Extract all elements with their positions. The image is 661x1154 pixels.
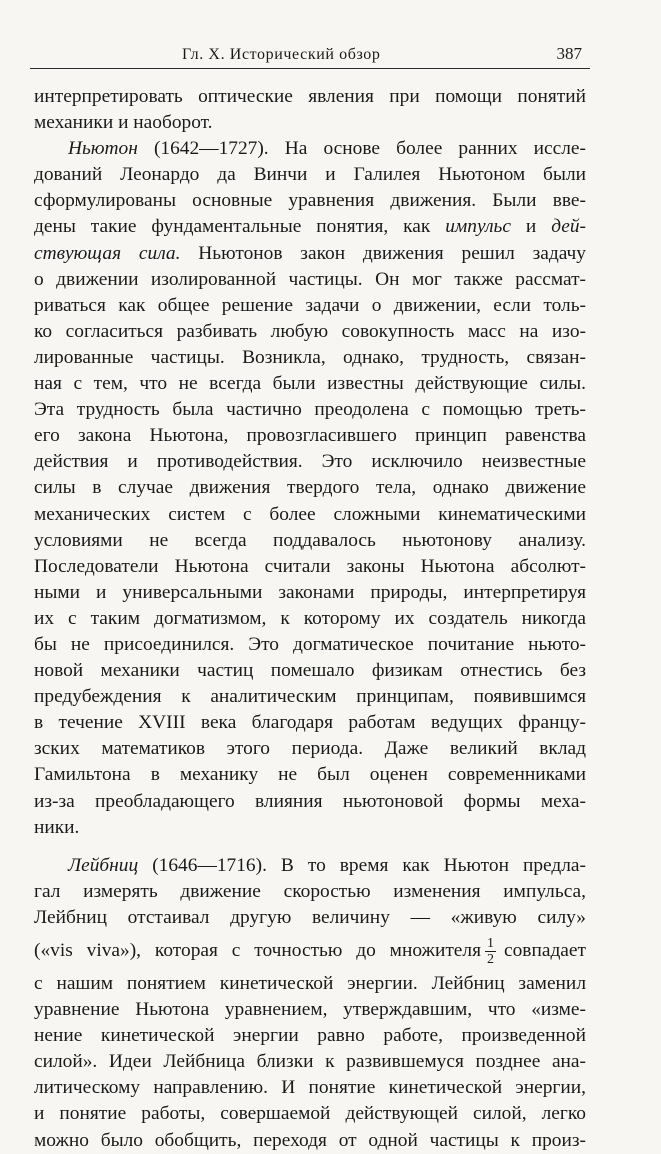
running-title: Гл. X. Исторический обзор — [182, 46, 381, 63]
text-line: Лейбниц (1646—1716). В то время как Ньютон предла- — [68, 854, 586, 876]
text-line: гал измерять движение скоростью изменения импульса, — [34, 880, 586, 902]
text-line: ная с тем, что не всегда были известны действующие силы. — [34, 373, 586, 395]
text-line: Гамильтона в механику не был оценен современниками — [34, 764, 586, 786]
text-line: из-за преобладающего влияния ньютоновой формы меха- — [34, 790, 586, 812]
text-line: предубеждения к аналитическим принципам, появившимся — [34, 686, 586, 708]
text-line: новой механики частиц помешало физикам отнестись без — [34, 660, 586, 682]
text-line: Лейбниц отстаивал другую величину — «живую силу» — [34, 906, 586, 928]
text-line: Последователи Ньютона считали законы Ньютона абсолют- — [34, 555, 586, 577]
text-line: о движении изолированной частицы. Он мог также рассмат- — [34, 268, 586, 290]
text-line: дены такие фундаментальные понятия, как импульс и дей- — [34, 216, 586, 238]
text-line: и понятие работы, совершаемой действующей силой, легко — [34, 1103, 586, 1125]
text-line: ными и универсальными законами природы, интерпретируя — [34, 581, 586, 603]
text-line: ники. — [34, 816, 80, 838]
term-force-end: ствующая сила. — [34, 242, 181, 264]
text-line: условиями не всегда поддавалось ньютонову анализу. — [34, 529, 586, 551]
text-line: бы не присоединился. Это догматическое почитание ньюто- — [34, 633, 586, 655]
text-line: ствующая сила. Ньютонов закон движения решил задачу — [34, 242, 586, 264]
text-line: зских математиков этого периода. Даже великий вклад — [34, 738, 586, 760]
text-line: литическому направлению. И понятие кинетической энергии, — [34, 1077, 586, 1099]
text-line: силой». Идеи Лейбница близки к развившемуся позднее ана- — [34, 1051, 586, 1073]
text-line: действия и противодействия. Это исключило неизвестные — [34, 451, 586, 473]
page-header — [30, 40, 590, 69]
paragraph-gap — [34, 841, 586, 853]
body-text — [34, 84, 586, 1154]
text-line: механических систем с более сложными кинематическими — [34, 503, 586, 525]
name-newton: Ньютон — [68, 138, 138, 160]
term-impulse: импульс — [445, 216, 511, 238]
text-line: лированные частицы. Возникла, однако, трудность, связан- — [34, 346, 586, 368]
name-leibniz: Лейбниц — [68, 854, 139, 876]
text-line: их с таким догматизмом, к которому их создатель никогда — [34, 607, 586, 629]
text-line: можно было обобщить, переходя от одной частицы к произ- — [34, 1129, 586, 1151]
page-number: 387 — [556, 44, 582, 63]
text-line: сформулированы основные уравнения движения. Были вве- — [34, 190, 586, 212]
text-line: силы в случае движения твердого тела, однако движение — [34, 477, 586, 499]
text-line: Ньютон (1642—1727). На основе более ранних иссле- — [68, 138, 586, 160]
text-line-with-fraction: («vis viva»), которая с точностью до множителя $\frac{1}{2}$ совпадает — [34, 936, 586, 968]
text-line: в течение XVIII века благодаря работам ведущих францу- — [34, 712, 586, 734]
text-line: ко согласиться разбивать любую совокупность масс на изо- — [34, 320, 586, 342]
text-line: нение кинетической энергии равно работе, произведенной — [34, 1025, 586, 1047]
term-force-start: дей- — [551, 216, 586, 238]
text-line: Эта трудность была частично преодолена с помощью треть- — [34, 399, 586, 421]
text-line: с нашим понятием кинетической энергии. Лейбниц заменил — [34, 973, 586, 994]
text-line: риваться как общее решение задачи о движении, если толь- — [34, 294, 586, 316]
text-line: уравнение Ньютона уравнением, утверждавшим, что «изме- — [34, 999, 586, 1021]
text-line: его закона Ньютона, провозгласившего принцип равенства — [34, 425, 586, 447]
text-line: дований Леонардо да Винчи и Галилея Ньютоном были — [34, 164, 586, 186]
fraction-one-half: $\frac{1}{2}$ — [487, 936, 494, 968]
text-line: механики и наоборот. — [34, 112, 213, 134]
text-line: интерпретировать оптические явления при помощи понятий — [34, 86, 586, 107]
